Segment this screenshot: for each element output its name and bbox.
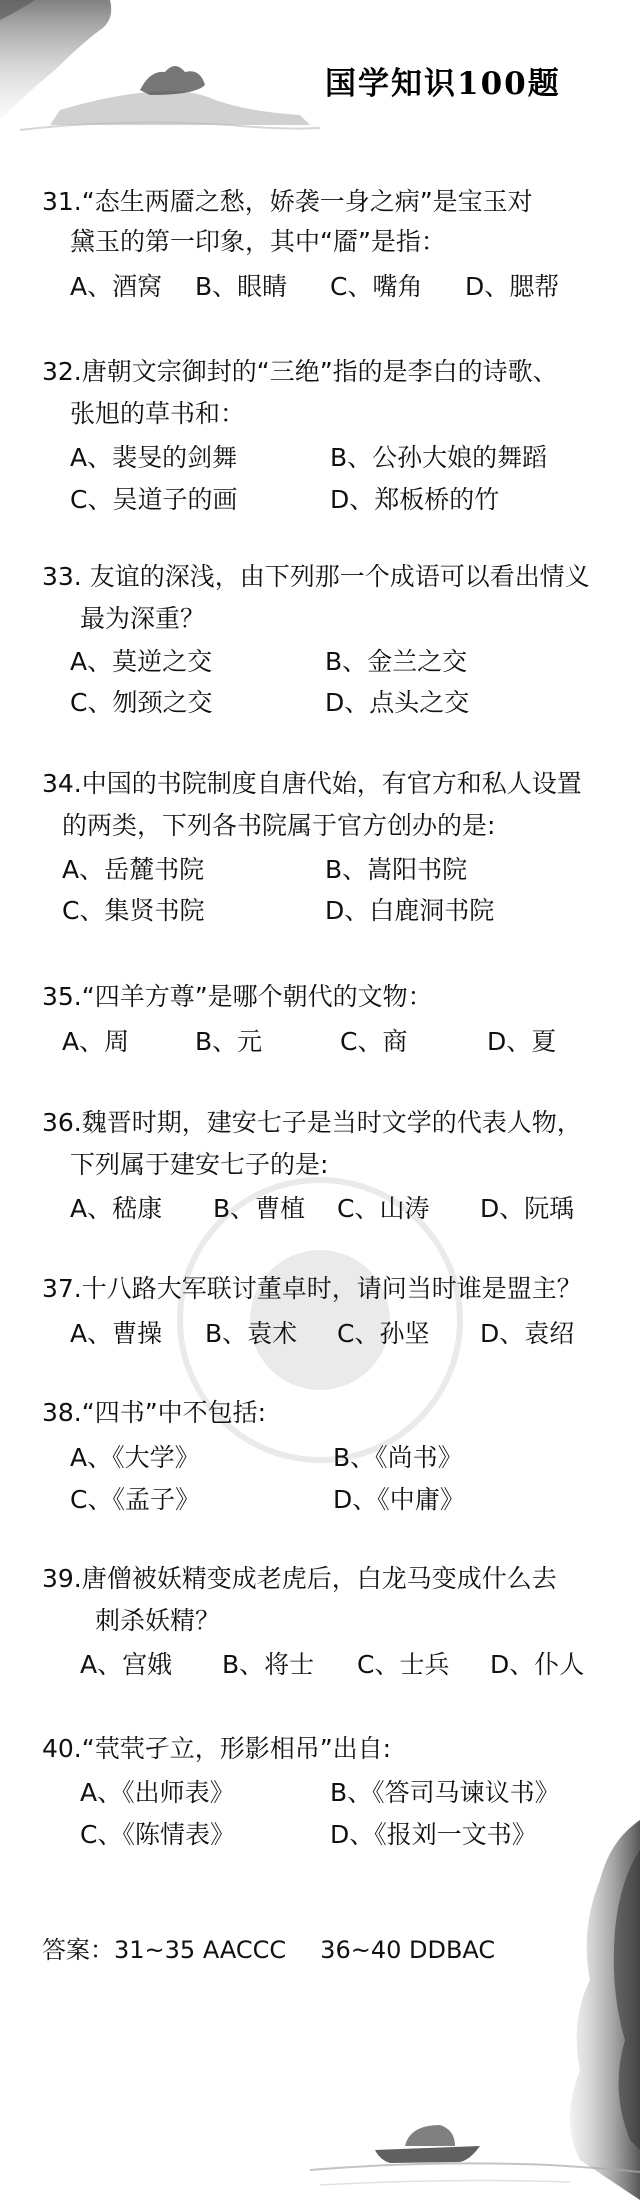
option-b[interactable]: B、曹植: [213, 1194, 306, 1223]
option-d[interactable]: D、阮瑀: [480, 1194, 575, 1223]
option-a[interactable]: A、岳麓书院: [62, 855, 205, 884]
option-c[interactable]: C、集贤书院: [62, 896, 205, 925]
ink-landscape-top-illustration: [0, 0, 330, 140]
option-a[interactable]: A、宫娥: [80, 1650, 173, 1679]
question-32-line1: 32.唐朝文宗御封的“三绝”指的是李白的诗歌、: [42, 357, 558, 386]
option-a[interactable]: A、曹操: [70, 1319, 163, 1348]
question-36-line1: 36.魏晋时期，建安七子是当时文学的代表人物，: [42, 1108, 582, 1137]
option-c[interactable]: C、山涛: [337, 1194, 430, 1223]
option-a[interactable]: A、裴旻的剑舞: [70, 443, 238, 472]
option-d[interactable]: D、郑板桥的竹: [330, 485, 500, 514]
option-d[interactable]: D、夏: [487, 1027, 557, 1056]
ink-landscape-bottom-illustration: [310, 1820, 640, 2200]
question-number: 36.: [42, 1108, 82, 1137]
option-b[interactable]: B、眼睛: [195, 272, 288, 301]
question-number: 34.: [42, 769, 82, 798]
option-a[interactable]: A、酒窝: [70, 272, 163, 301]
option-d[interactable]: D、《中庸》: [333, 1485, 465, 1514]
option-d[interactable]: D、点头之交: [325, 688, 470, 717]
answer-part-2: 36~40 DDBAC: [320, 1936, 496, 1964]
option-c[interactable]: C、嘴角: [330, 272, 423, 301]
question-number: 35.: [42, 982, 82, 1011]
option-a[interactable]: A、《大学》: [70, 1443, 200, 1472]
question-number: 31.: [42, 187, 82, 216]
option-b[interactable]: B、《答司马谏议书》: [330, 1778, 560, 1807]
option-d[interactable]: D、仆人: [490, 1650, 585, 1679]
question-34-line1: 34.中国的书院制度自唐代始，有官方和私人设置: [42, 769, 582, 798]
question-33-line1: 33. 友谊的深浅，由下列那一个成语可以看出情义: [42, 562, 590, 591]
question-number: 38.: [42, 1398, 82, 1427]
question-35-line1: 35.“四羊方尊”是哪个朝代的文物：: [42, 982, 433, 1011]
option-a[interactable]: A、嵇康: [70, 1194, 163, 1223]
option-a[interactable]: A、莫逆之交: [70, 647, 213, 676]
option-d[interactable]: D、《报刘一文书》: [330, 1820, 537, 1849]
question-39-line2: 刺杀妖精？: [95, 1606, 221, 1635]
question-39-line1: 39.唐僧被妖精变成老虎后，白龙马变成什么去: [42, 1564, 557, 1593]
answer-label: 答案：: [42, 1936, 114, 1964]
question-number: 33.: [42, 562, 82, 591]
question-34-line2: 的两类，下列各书院属于官方创办的是:: [62, 811, 496, 840]
question-number: 37.: [42, 1274, 82, 1303]
question-31-line2: 黛玉的第一印象，其中“靥”是指：: [70, 227, 446, 256]
option-c[interactable]: C、《孟子》: [70, 1485, 200, 1514]
option-c[interactable]: C、《陈情表》: [80, 1820, 235, 1849]
option-d[interactable]: D、袁绍: [480, 1319, 575, 1348]
option-b[interactable]: B、将士: [222, 1650, 315, 1679]
question-37-line1: 37.十八路大军联讨董卓时，请问当时谁是盟主？: [42, 1274, 582, 1303]
page-title: 国学知识100题: [325, 66, 561, 102]
question-number: 39.: [42, 1564, 82, 1593]
question-32-line2: 张旭的草书和：: [70, 399, 246, 428]
question-33-line2: 最为深重？: [80, 604, 206, 633]
question-number: 32.: [42, 357, 82, 386]
option-b[interactable]: B、公孙大娘的舞蹈: [330, 443, 548, 472]
option-a[interactable]: A、《出师表》: [80, 1778, 235, 1807]
option-c[interactable]: C、商: [340, 1027, 408, 1056]
option-d[interactable]: D、白鹿洞书院: [325, 896, 495, 925]
option-b[interactable]: B、金兰之交: [325, 647, 468, 676]
option-c[interactable]: C、士兵: [357, 1650, 450, 1679]
option-c[interactable]: C、刎颈之交: [70, 688, 213, 717]
answer-part-1: 31~35 AACCC: [114, 1936, 287, 1964]
question-40-line1: 40.“茕茕孑立，形影相吊”出自:: [42, 1734, 392, 1763]
option-a[interactable]: A、周: [62, 1027, 130, 1056]
question-38-line1: 38.“四书”中不包括:: [42, 1398, 267, 1427]
option-b[interactable]: B、嵩阳书院: [325, 855, 468, 884]
option-b[interactable]: B、袁术: [205, 1319, 298, 1348]
question-31-line1: 31.“态生两靥之愁，娇袭一身之病”是宝玉对: [42, 187, 533, 216]
option-b[interactable]: B、《尚书》: [333, 1443, 463, 1472]
option-d[interactable]: D、腮帮: [465, 272, 560, 301]
option-b[interactable]: B、元: [195, 1027, 263, 1056]
question-number: 40.: [42, 1734, 82, 1763]
option-c[interactable]: C、吴道子的画: [70, 485, 238, 514]
option-c[interactable]: C、孙坚: [337, 1319, 430, 1348]
question-36-line2: 下列属于建安七子的是:: [70, 1150, 329, 1179]
